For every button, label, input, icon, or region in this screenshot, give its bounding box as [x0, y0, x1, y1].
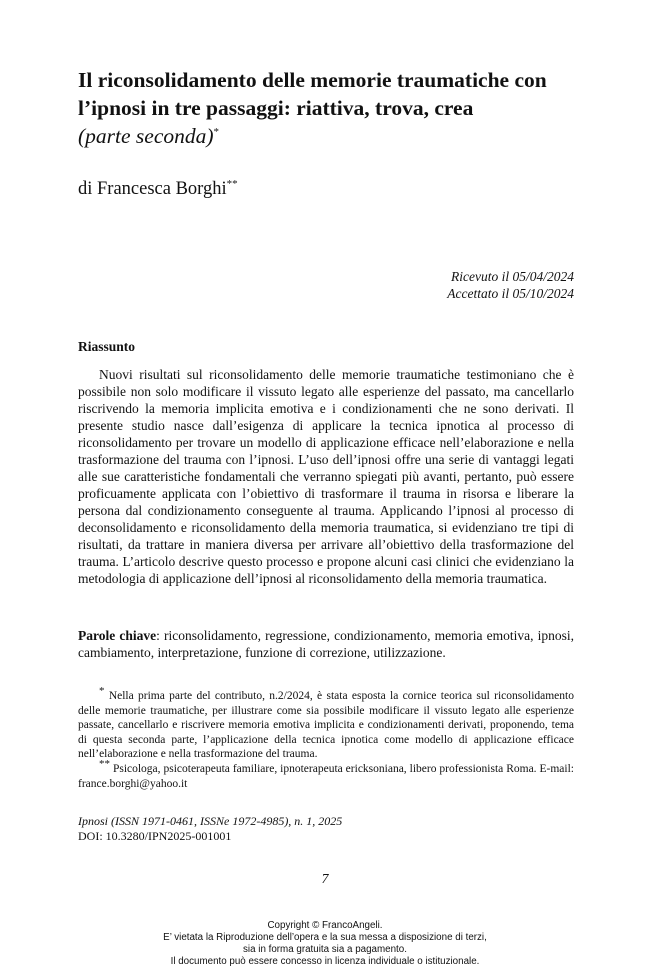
- keywords: [78, 627, 574, 661]
- copyright-line-1: Copyright © FrancoAngeli.: [267, 920, 383, 931]
- footnote-2-text: Psicologa, psicoterapeuta familiare, ipnoterapeuta ericksoniana, libero professionista Roma. E-mail: france.borghi@yahoo.it: [78, 762, 574, 790]
- journal-info: Ipnosi (ISSN 1971-0461, ISSNe 1972-4985), n. 1, 2025: [78, 814, 343, 828]
- footnote-1-text: Nella prima parte del contributo, n.2/2024, è stata esposta la cornice teorica sul riconsolidamento delle memorie traumatiche, per illustrare come sia possibile modificare il vissuto legato alle esperienze passate, cancellarlo e riscrivere memoria emotiva implicita e condizionamenti derivati, proponendo, tema di questa seconda parte, l’applicazione della tecnica ipnotica come modello di applicazione efficace nell’elaborazione e nella trasformazione del trauma.: [78, 690, 574, 761]
- copyright-notice: [0, 920, 650, 968]
- footnote-2-mark: **: [99, 758, 110, 771]
- abstract-text: Nuovi risultati sul riconsolidamento delle memorie traumatiche testimoniano che è possibile non solo modificare il vissuto legato alle esperienze del passato, ma cancellarlo riscrivendo la memoria implicita emotiva e i condizionamenti che ne sono derivati. Il presente studio nasce dall’esigenza di applicare la tecnica ipnotica al processo di riconsolidamento per trovare un modello di applicazione efficace nell’elaborazione e nella trasformazione del trauma con l’ipnosi. L’uso dell’ipnosi offre una serie di vantaggi legati alle sue caratteristiche fondamentali che verranno spiegati più avanti, pertanto, può essere proficuamente applicata con l’obiettivo di trasformare il trauma in risorsa e liberare la persona dal condizionamento conseguente al trauma. Applicando l’ipnosi al processo di deconsolidamento e riconsolidamento della memoria traumatica, si evidenziano tre tipi di risultati, da trattare in maniera diversa per arrivare all’obiettivo della trasformazione del trauma. L’articolo descrive questo processo e propone alcuni casi clinici che evidenziano la metodologia di applicazione dell’ipnosi al riconsolidamento della memoria traumatica.: [78, 367, 574, 586]
- footnote-1-mark: *: [99, 685, 105, 698]
- article-subtitle: [78, 122, 598, 150]
- copyright-line-2: E’ vietata la Riproduzione dell’opera e la sua messa a disposizione di terzi,: [163, 932, 487, 943]
- page-number: 7: [321, 872, 329, 887]
- keywords-label: Parole chiave: [78, 628, 157, 643]
- copyright-line-4: Il documento può essere concesso in licenza individuale o istituzionale.: [170, 956, 480, 967]
- title-text: Il riconsolidamento delle memorie traumatiche con l’ipnosi in tre passaggi: riattiva, trova, crea: [78, 68, 547, 120]
- received-date: Ricevuto il 05/04/2024: [451, 269, 574, 284]
- author-name: di Francesca Borghi: [78, 179, 227, 199]
- footnotes: [78, 685, 574, 791]
- footnote-1: [78, 685, 574, 762]
- title-footnote-mark[interactable]: *: [213, 125, 220, 138]
- doi[interactable]: DOI: 10.3280/IPN2025-001001: [78, 829, 232, 843]
- submission-dates: [330, 268, 574, 302]
- author-line: [78, 178, 238, 200]
- footnote-2: [78, 758, 574, 791]
- article-title: [78, 66, 598, 150]
- abstract-heading: Riassunto: [78, 339, 136, 354]
- subtitle-text: (parte seconda): [78, 124, 214, 148]
- copyright-line-3: sia in forma gratuita sia a pagamento.: [243, 944, 407, 955]
- keywords-list: : riconsolidamento, regressione, condizionamento, memoria emotiva, ipnosi, cambiamento, interpretazione, funzione di correzione, utilizzazione.: [78, 628, 574, 660]
- journal-citation: [78, 814, 342, 844]
- accepted-date: Accettato il 05/10/2024: [447, 286, 574, 301]
- author-footnote-mark[interactable]: **: [226, 177, 238, 190]
